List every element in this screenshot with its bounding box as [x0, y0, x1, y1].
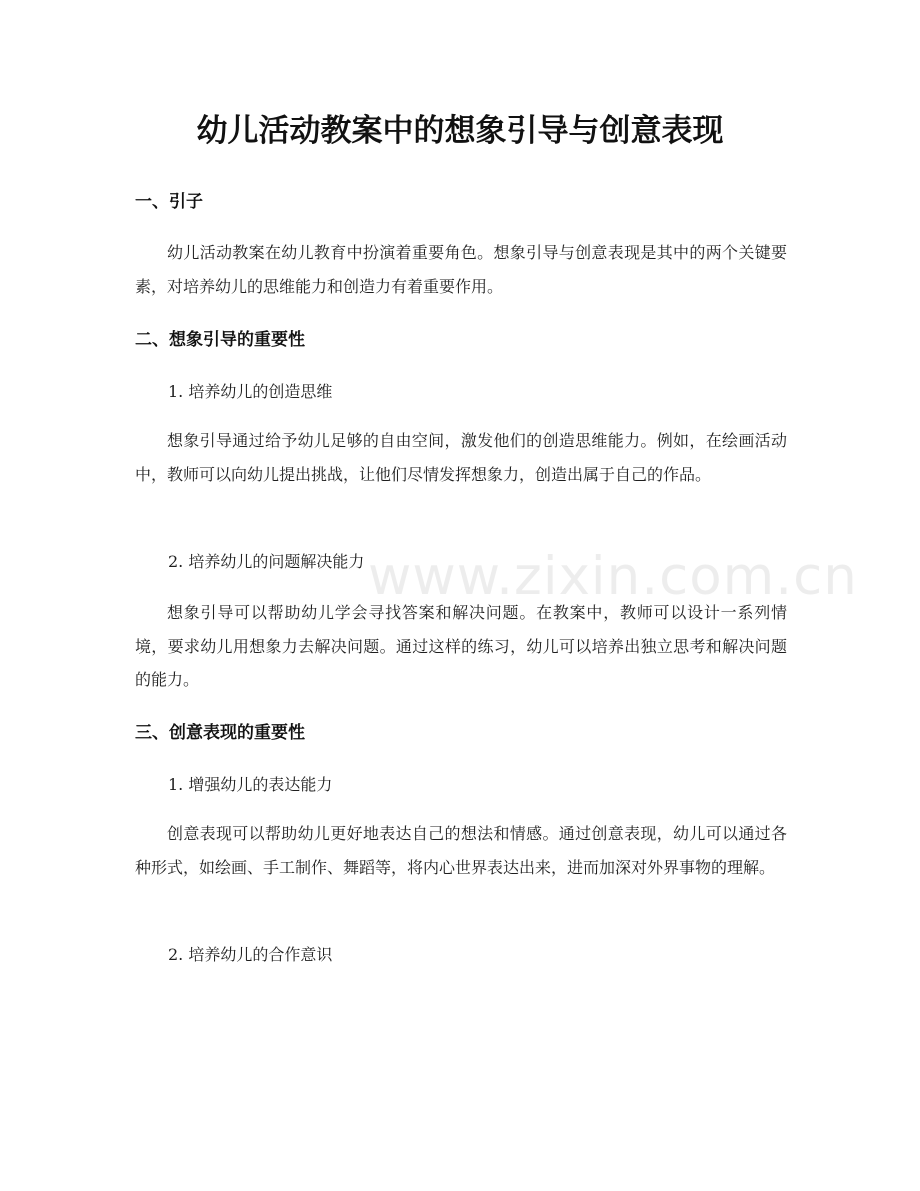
paragraph-intro: 幼儿活动教案在幼儿教育中扮演着重要角色。想象引导与创意表现是其中的两个关键要素，对培养幼儿的思维能力和创造力有着重要作用。 [135, 243, 787, 296]
section-heading-creativity: 三、创意表现的重要性 [135, 723, 305, 743]
paragraph-creative-thinking: 想象引导通过给予幼儿足够的自由空间，激发他们的创造思维能力。例如，在绘画活动中，教师可以向幼儿提出挑战，让他们尽情发挥想象力，创造出属于自己的作品。 [135, 431, 787, 484]
watermark: www.zixin.com.cn [368, 546, 858, 607]
section-heading-imagination: 二、想象引导的重要性 [135, 330, 305, 350]
page-title: 幼儿活动教案中的想象引导与创意表现 [196, 113, 724, 149]
subheading-creative-thinking: 1. 培养幼儿的创造思维 [168, 382, 333, 401]
subheading-expression: 1. 增强幼儿的表达能力 [168, 775, 333, 794]
paragraph-problem-solving: 想象引导可以帮助幼儿学会寻找答案和解决问题。在教案中，教师可以设计一系列情境，要求幼儿用想象力去解决问题。通过这样的练习，幼儿可以培养出独立思考和解决问题的能力。 [135, 603, 787, 689]
subheading-problem-solving: 2. 培养幼儿的问题解决能力 [168, 552, 365, 571]
subheading-cooperation: 2. 培养幼儿的合作意识 [168, 945, 333, 964]
paragraph-expression: 创意表现可以帮助幼儿更好地表达自己的想法和情感。通过创意表现，幼儿可以通过各种形式，如绘画、手工制作、舞蹈等，将内心世界表达出来，进而加深对外界事物的理解。 [135, 824, 787, 877]
section-heading-intro: 一、引子 [135, 192, 203, 212]
